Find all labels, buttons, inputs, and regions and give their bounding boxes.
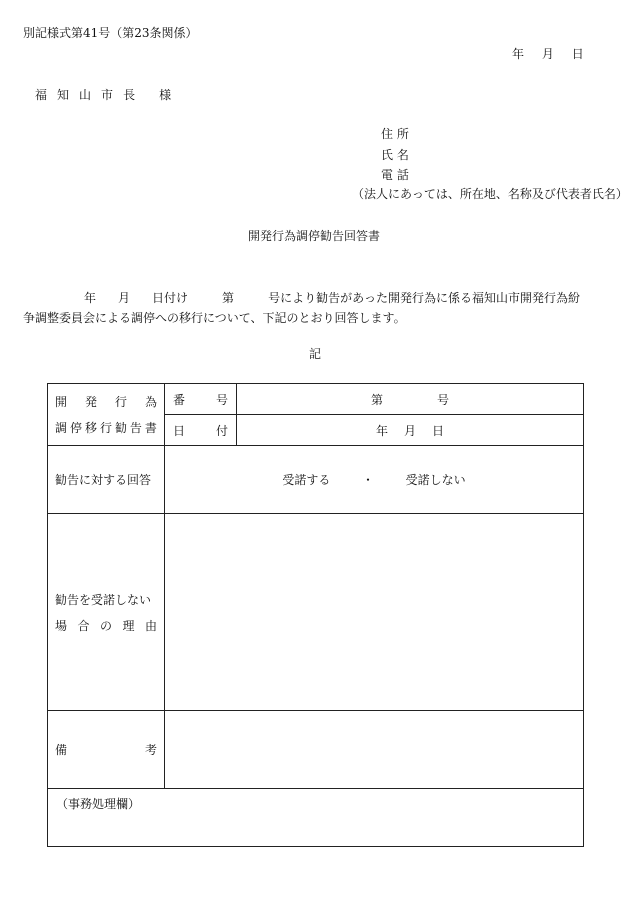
label-char: 調 xyxy=(55,421,68,435)
document-title: 開発行為調停勧告回答書 xyxy=(248,229,381,243)
label-char: 番 xyxy=(173,392,186,407)
decline-option[interactable]: 受諾しない xyxy=(405,473,466,487)
applicant-name-label: 氏 名 xyxy=(381,148,409,162)
label-char: 停 xyxy=(69,421,82,435)
date-day: 日 xyxy=(432,423,445,438)
date-year: 年 xyxy=(375,423,388,438)
label-line xyxy=(55,393,157,410)
label-char: 日 xyxy=(173,423,186,438)
date-label-cell xyxy=(165,415,237,446)
applicant-corporate-note: （法人にあっては、所在地、名称及び代表者氏名） xyxy=(352,187,628,201)
label-char: 移 xyxy=(84,421,97,435)
label-char: 考 xyxy=(144,743,157,757)
office-use-label: （事務処理欄） xyxy=(56,797,141,811)
accept-option[interactable]: 受諾する xyxy=(282,473,331,487)
label-char: 付 xyxy=(215,423,228,438)
body-number-prefix: 第 xyxy=(222,291,235,305)
label-line xyxy=(55,419,157,436)
submission-date xyxy=(512,48,584,60)
label-char: 由 xyxy=(144,618,157,633)
number-prefix: 第 xyxy=(370,392,383,407)
label-char: 発 xyxy=(84,395,97,409)
body-month: 月 xyxy=(118,291,131,305)
label-line xyxy=(55,617,157,634)
table-row xyxy=(48,514,584,711)
table-row xyxy=(48,711,584,789)
addressee-char: 福 xyxy=(35,88,58,102)
decline-reason-input[interactable] xyxy=(165,514,584,711)
addressee-char: 山 xyxy=(79,88,102,102)
decline-reason-label xyxy=(48,514,165,711)
label-char: 開 xyxy=(55,395,68,409)
recommendation-document-label xyxy=(48,384,165,446)
ki-heading: 記 xyxy=(309,347,322,361)
label-char: 書 xyxy=(144,421,157,435)
body-paragraph xyxy=(23,288,609,328)
label-char: の xyxy=(99,618,112,633)
date-month-label: 月 xyxy=(541,47,554,61)
label-char: 為 xyxy=(144,395,157,409)
date-day-label: 日 xyxy=(571,47,584,61)
number-value-cell[interactable] xyxy=(237,384,584,415)
date-value-cell[interactable] xyxy=(237,415,584,446)
body-dated: 日付け xyxy=(152,291,189,305)
addressee-char: 長 xyxy=(123,88,146,102)
addressee-char: 市 xyxy=(101,88,124,102)
response-form-table xyxy=(47,383,584,847)
table-row xyxy=(48,446,584,514)
response-label: 勧告に対する回答 xyxy=(48,446,165,514)
label-line: 勧告を受諾しない xyxy=(55,592,152,607)
remarks-input[interactable] xyxy=(165,711,584,789)
label-char: 場 xyxy=(55,618,68,633)
addressee-honorific: 様 xyxy=(159,88,172,102)
label-char: 備 xyxy=(55,743,68,757)
body-year: 年 xyxy=(84,291,97,305)
body-line-1 xyxy=(23,288,609,308)
office-use-cell xyxy=(48,789,584,847)
date-month: 月 xyxy=(403,423,416,438)
addressee-char: 知 xyxy=(57,88,80,102)
addressee xyxy=(35,89,171,101)
body-text-rest: 号により勧告があった開発行為に係る福知山市開発行為紛 xyxy=(268,291,580,305)
number-suffix: 号 xyxy=(437,392,450,407)
date-year-label: 年 xyxy=(512,47,525,61)
label-char: 合 xyxy=(77,618,90,633)
applicant-phone-label: 電 話 xyxy=(381,168,409,182)
label-char: 行 xyxy=(99,421,112,435)
number-label-cell xyxy=(165,384,237,415)
response-options-cell xyxy=(165,446,584,514)
label-char: 勧 xyxy=(114,421,127,435)
label-char: 理 xyxy=(122,618,135,633)
remarks-label xyxy=(48,711,165,789)
applicant-address-label: 住 所 xyxy=(381,127,409,141)
label-char: 号 xyxy=(215,392,228,407)
table-row xyxy=(48,384,584,415)
body-line-2: 争調整委員会による調停への移行について、下記のとおり回答します。 xyxy=(23,311,406,325)
form-number-label: 別記様式第41号（第23条関係） xyxy=(23,26,198,40)
label-char: 行 xyxy=(114,395,127,409)
option-separator: ・ xyxy=(361,473,374,487)
label-char: 告 xyxy=(129,421,142,435)
table-row xyxy=(48,789,584,847)
